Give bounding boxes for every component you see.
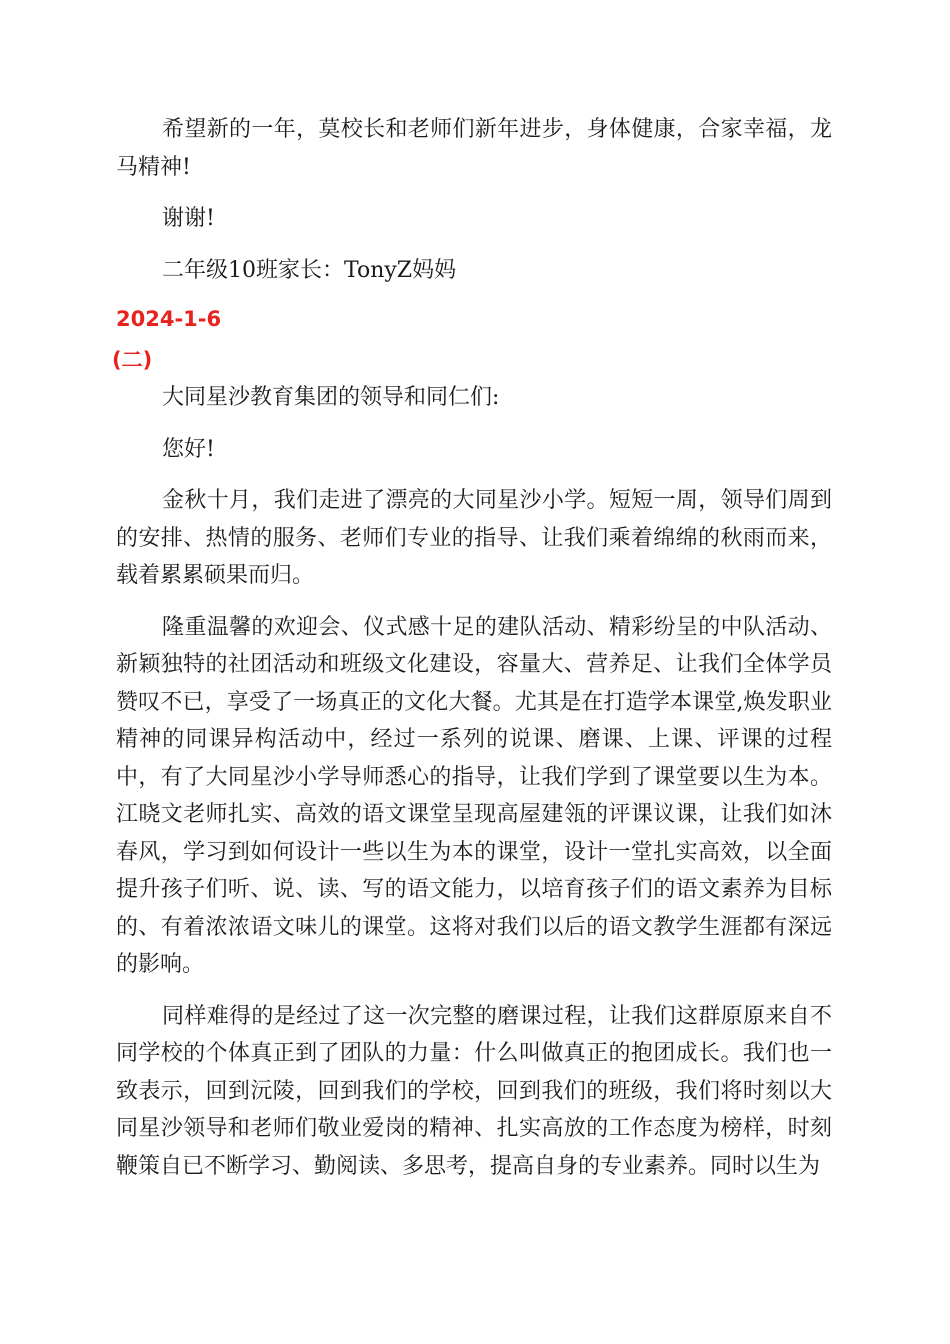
date-heading: 2024-1-6 <box>116 307 222 331</box>
paragraph-autumn: 金秋十月，我们走进了漂亮的大同星沙小学。短短一周，领导们周到的安排、热情的服务、老师们专业的指导、让我们乘着绵绵的秋雨而来，载着累累硕果而归。 <box>116 488 832 588</box>
paragraph-greeting: 您好! <box>162 436 215 462</box>
paragraph-teamwork: 同样难得的是经过了这一次完整的磨课过程，让我们这群原原来自不同学校的个体真正到了团队的力量：什么叫做真正的抱团成长。我们也一致表示，回到沅陵，回到我们的学校，回到我们的班级，我们将时刻以大同星沙领导和老师们敬业爱岗的精神、扎实高放的工作态度为榜样，时刻鞭策自已不断学习、勤阅读、多思考，提高自身的专业素养。同时以生为 <box>116 1003 832 1179</box>
paragraph-thanks: 谢谢! <box>162 206 215 231</box>
document-body <box>112 111 832 1185</box>
paragraph-activities: 隆重温馨的欢迎会、仪式感十足的建队活动、精彩纷呈的中队活动、新颖独特的社团活动和班级文化建设，容量大、营养足、让我们全体学员赞叹不已，享受了一场真正的文化大餐。尤其是在打造学本课堂,焕发职业精神的同课异构活动中，经过一系列的说课、磨课、上课、评课的过程中，有了大同星沙小学导师悉心的指导，让我们学到了课堂要以生为本。江晓文老师扎实、高效的语文课堂呈现高屋建瓴的评课议课，让我们如沐春风，学习到如何设计一些以生为本的课堂，设计一堂扎实高效，以全面提升孩子们听、说、读、写的语文能力，以培育孩子们的语文素养为目标的、有着浓浓语文味儿的课堂。这将对我们以后的语文教学生涯都有深远的影响。 <box>116 614 832 977</box>
paragraph-wish: 希望新的一年，莫校长和老师们新年进步，身体健康，合家幸福，龙马精神! <box>116 117 832 180</box>
paragraph-signature: 二年级10班家长：TonyZ妈妈 <box>162 257 457 283</box>
section-heading: (二) <box>112 348 153 372</box>
paragraph-salutation: 大同星沙教育集团的领导和同仁们: <box>162 385 500 410</box>
